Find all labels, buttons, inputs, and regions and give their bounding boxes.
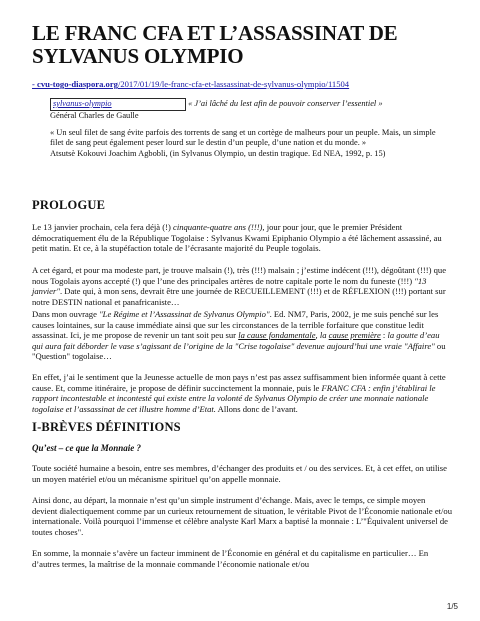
p3-text-d: la cause fondamentale — [238, 330, 316, 341]
p3-text-b: "Le Régime et l’Assassinat de Sylvanus Olympio" — [99, 309, 270, 319]
paragraph-1 — [32, 222, 452, 254]
subheading-monnaie: Qu’est – ce que la Monnaie ? — [32, 443, 141, 453]
p2-text-b: "13 janvier" — [32, 275, 427, 297]
p1-text-b: cinquante-quatre ans (!!!) — [173, 222, 263, 232]
epigraph-quote: « J’ai lâché du lest afin de pouvoir conserver l’essentiel » — [188, 99, 383, 108]
p3-text-h: la goutte d’eau qui aura fait déborder le vase s’agissant de l’origine de la "Crise togolaise" devenue aujourd’hui une vraie "Affaire" — [32, 330, 440, 351]
source-url[interactable] — [32, 79, 462, 89]
second-quote — [50, 128, 450, 159]
p1-text-a: Le 13 janvier prochain, cela fera déjà (!) — [32, 222, 173, 232]
source-url-host[interactable]: - cvu-togo-diaspora.org — [32, 79, 118, 89]
p2-text-c: . Date qui, à mon sens, devrait être une journée de RECUEILLEMENT (!!!) et de RÉFLEXION (!!!) portant sur notre DESTIN national et panafricaniste… — [32, 286, 446, 307]
p4-text-a: En effet, j’ai le sentiment que la Jeunesse actuelle de mon pays n’est pas assez suffisamment bien informée quant à cette cause. Et, comme itinéraire, je propose de définir succinctement la monnaie, puis le — [32, 372, 446, 393]
paragraph-6: Ainsi donc, au départ, la monnaie n’est qu’un simple instrument d’échange. Mais, avec le temps, ce simple moyen devient dialectiquement comme par un curieux retournement de situation, le véritable Pivot de l’Économie nationale et/ou internationale. Voilà pourquoi l’immense et célèbre analyste Karl Marx a baptisé la monnaie : L’"Équivalent universel de toutes choses". — [32, 495, 452, 537]
source-url-path[interactable]: /2017/01/19/le-franc-cfa-et-lassassinat-de-sylvanus-olympio/11504 — [117, 79, 350, 89]
second-quote-source: Atsutsè Kokouvi Joachim Agbobli, (in Sylvanus Olympio, un destin tragique. Ed NEA, 1992, p. 15) — [50, 148, 386, 158]
epigraph-author: Général Charles de Gaulle — [50, 110, 139, 120]
title-line-2: SYLVANUS OLYMPIO — [32, 44, 244, 68]
p3-text-g: : — [380, 330, 388, 341]
p2-text-a: A cet égard, et pour ma modeste part, je trouve malsain (!), très (!!!) malsain ; j’estime indécent (!!!), dégoûtant (!!!) que nous Togolais ayons accepté (!) que l’une des principales artères de notre capitale porte le nom du funeste (!!!) — [32, 265, 447, 286]
p4-text-c: Allons donc de l’avant. — [215, 403, 298, 414]
second-quote-text: « Un seul filet de sang évite parfois des torrents de sang et un cortège de malheurs pour un peuple. Mais, un simple filet de sang peut également peser lourd sur le destin d’un peuple, d’une nation et du monde. » — [50, 128, 436, 148]
p3-text-f: cause première — [328, 330, 381, 341]
paragraph-3 — [32, 309, 452, 362]
p1-text-c: , jour pour jour, que le premier Président démocratiquement élu de la République Togolaise : Sylvanus Kwami Epiphanio Olympio a été lâchement assassiné, au petit matin. Et ce, à la stupéfaction totale de l’écrasante majorité du Peuple togolais. — [32, 222, 442, 254]
page-number: 1/5 — [446, 602, 458, 611]
tag-link[interactable]: sylvanus-olympio — [50, 98, 186, 111]
p3-text-c: . Ed. NM7, Paris, 2002, je me suis penché sur les causes lointaines, sur la cause immédiate ainsi que sur les circonstances de la terrible forfaiture que constitue ledit assassinat. Ici, je me propose de revenir un tant soit peu sur — [32, 309, 439, 341]
paragraph-5: Toute société humaine a besoin, entre ses membres, d’échanger des produits et / ou des services. Et, à cet effet, on utilise un moyen matériel et/ou un mécanisme spirituel qu’on appelle monnaie. — [32, 463, 447, 484]
paragraph-4 — [32, 372, 452, 414]
p3-text-e: , la — [315, 330, 329, 341]
paragraph-7: En somme, la monnaie s’avère un facteur imminent de l’Économie en général et du capitalisme en particulier… En d’autres termes, la maîtrise de la monnaie commande l’économie nationale et/ou — [32, 548, 429, 569]
p4-text-b: FRANC CFA : enfin j’établirai le rapport incontestable et incontesté qui existe entre la volonté de Sylvanus Olympio de créer une monnaie nationale togolaise et l’assassinat de cet illustre homme d’Etat. — [32, 382, 436, 414]
p3-text-a: Dans mon ouvrage — [32, 309, 100, 319]
page-title — [32, 22, 452, 68]
title-line-1: LE FRANC CFA ET L’ASSASSINAT DE — [32, 21, 398, 45]
paragraph-2 — [32, 265, 452, 307]
epigraph — [50, 98, 450, 121]
section-heading-prologue: PROLOGUE — [32, 198, 106, 212]
section-heading-definitions: I-BRÈVES DÉFINITIONS — [32, 420, 181, 434]
p3-text-i: ou "Question" togolaise… — [32, 340, 446, 362]
